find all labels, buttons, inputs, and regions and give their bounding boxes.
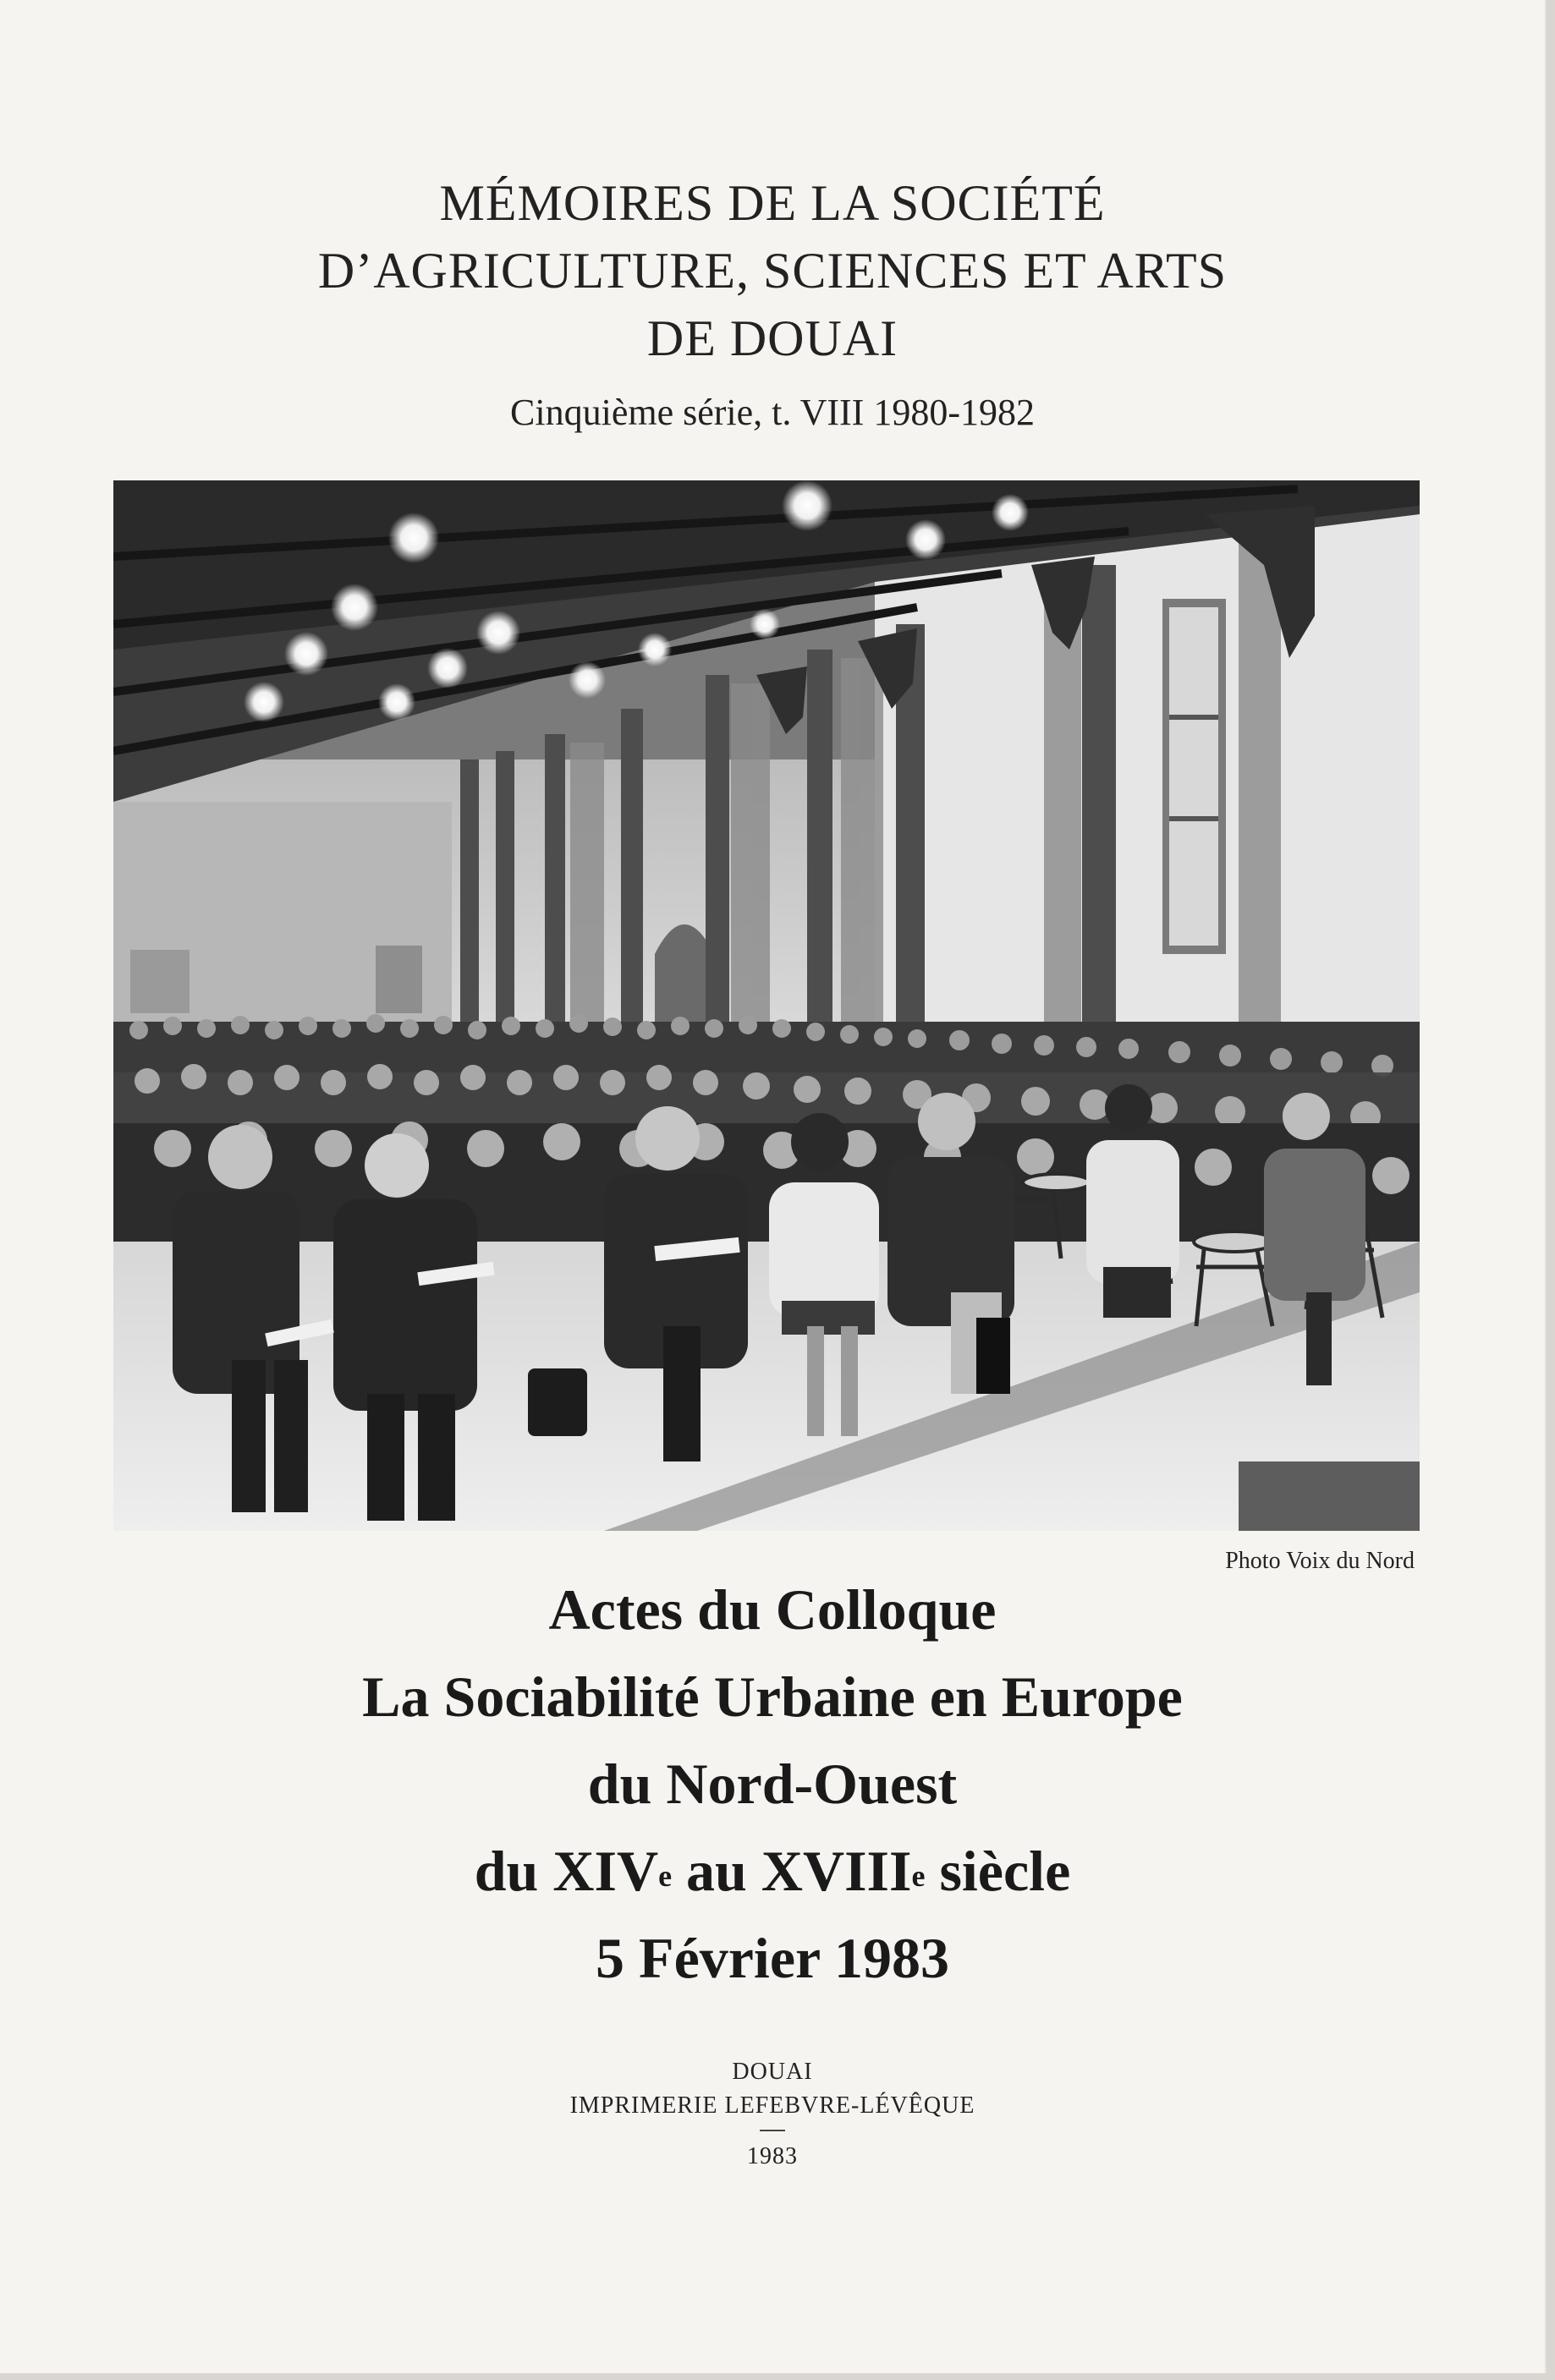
colloquium-title (0, 1566, 1545, 2002)
series-title-line-3: DE DOUAI (646, 310, 898, 366)
centuries-part-1: du XIV (474, 1839, 659, 1903)
publisher-printer: IMPRIMERIE LEFEBVRE-LÉVÊQUE (569, 2092, 975, 2119)
title-line-acts: Actes du Colloque (548, 1577, 997, 1642)
title-line-date: 5 Février 1983 (596, 1926, 949, 1990)
centuries-part-2: au XVIII (672, 1839, 912, 1903)
separator-dash (760, 2130, 785, 2131)
conference-hall-photo (113, 480, 1420, 1531)
series-title-line-2: D’AGRICULTURE, SCIENCES ET ARTS (317, 243, 1228, 299)
centuries-part-3: siècle (925, 1839, 1071, 1903)
centuries-sup-2: e (911, 1859, 926, 1893)
publisher-block (0, 2055, 1545, 2174)
photo-credit: Photo Voix du Nord (1225, 1548, 1415, 1574)
title-line-centuries (0, 1828, 1545, 1915)
publisher-city: DOUAI (732, 2059, 813, 2085)
conference-hall-illustration (113, 480, 1420, 1531)
centuries-sup-1: e (658, 1859, 673, 1893)
publication-year: 1983 (747, 2143, 798, 2169)
title-line-region: du Nord-Ouest (587, 1752, 958, 1816)
series-title-line-1: MÉMOIRES DE LA SOCIÉTÉ (439, 175, 1106, 231)
title-line-topic: La Sociabilité Urbaine en Europe (362, 1664, 1183, 1729)
series-subtitle: Cinquième série, t. VIII 1980-1982 (510, 392, 1035, 433)
series-title (0, 169, 1545, 372)
